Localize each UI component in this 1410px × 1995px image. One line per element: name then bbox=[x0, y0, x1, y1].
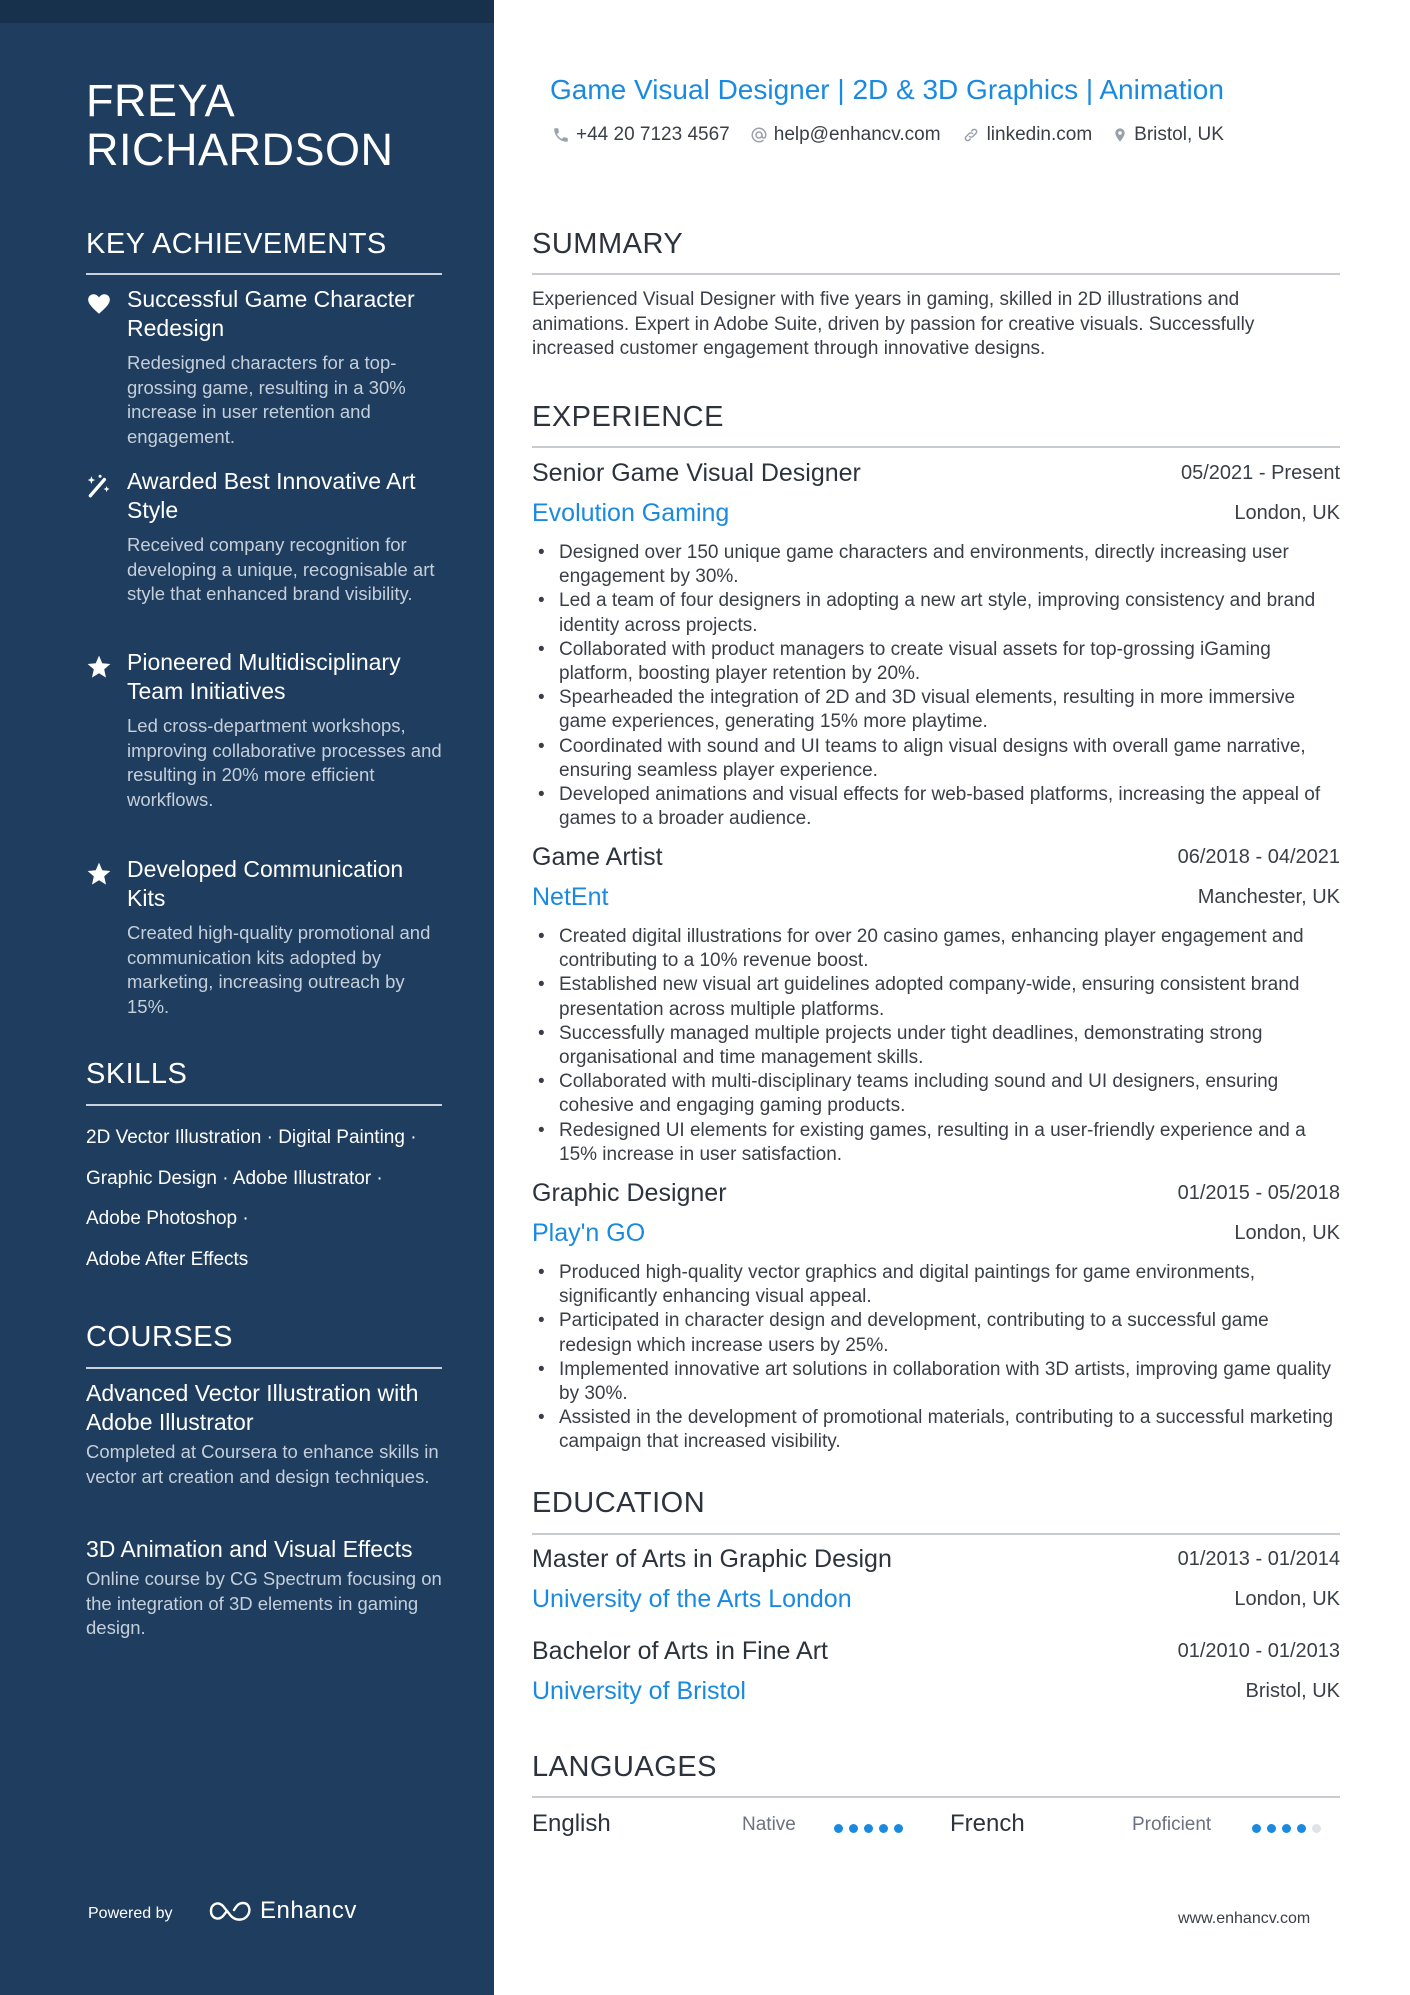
achievement-title: Developed Communication Kits bbox=[127, 856, 404, 911]
contact-email-text: help@enhancv.com bbox=[773, 124, 941, 145]
job-location: Manchester, UK bbox=[1197, 886, 1340, 908]
rating-dot bbox=[1297, 1824, 1306, 1833]
job-location: London, UK bbox=[1234, 1222, 1340, 1244]
course-description: Completed at Coursera to enhance skills in vector art creation and design techniques. bbox=[86, 1441, 439, 1487]
languages-divider bbox=[532, 1796, 1340, 1798]
contact-phone-text: +44 20 7123 4567 bbox=[576, 124, 730, 145]
job-bullet: • Established new visual art guidelines adopted company-wide, ensuring consistent brand presentation across multiple platforms. bbox=[532, 973, 1340, 1021]
skills-line: Adobe After Effects bbox=[86, 1248, 249, 1270]
job-bullets bbox=[532, 541, 1340, 831]
star-icon bbox=[86, 861, 112, 887]
job-bullet: • Led a team of four designers in adopting a new art style, improving consistency and brand identity across projects. bbox=[532, 589, 1340, 637]
job-bullet: • Assisted in the development of promotional materials, contributing to a successful marketing campaign that increased visibility. bbox=[532, 1406, 1340, 1454]
school-name: University of the Arts London bbox=[532, 1585, 852, 1613]
job-bullet: • Created digital illustrations for over 20 casino games, enhancing player engagement and contributing to a 10% revenue boost. bbox=[532, 925, 1340, 973]
contact-email[interactable] bbox=[750, 124, 941, 146]
job-bullet: • Successfully managed multiple projects under tight deadlines, demonstrating strong organisational and time management skills. bbox=[532, 1022, 1340, 1070]
rating-dot bbox=[834, 1824, 843, 1833]
enhancv-logo-icon bbox=[208, 1898, 254, 1924]
languages-row bbox=[532, 1810, 1340, 1844]
contact-location-text: Bristol, UK bbox=[1134, 124, 1224, 145]
contact-linkedin-text: linkedin.com bbox=[986, 124, 1093, 145]
location-pin-icon bbox=[1112, 125, 1128, 145]
achievement-title: Pioneered Multidisciplinary Team Initiatives bbox=[127, 649, 401, 704]
summary-text: Experienced Visual Designer with five years in gaming, skilled in 2D illustrations and animations. Expert in Adobe Suite, driven by passion for creative visuals. Successfully increased customer engagement through innovative designs. bbox=[532, 289, 1255, 359]
heart-icon bbox=[86, 291, 112, 317]
job-bullets bbox=[532, 925, 1340, 1167]
website-link[interactable]: www.enhancv.com bbox=[1178, 1910, 1311, 1927]
education-dates: 01/2010 - 01/2013 bbox=[1177, 1640, 1340, 1662]
education-location: London, UK bbox=[1234, 1588, 1340, 1610]
school-name: University of Bristol bbox=[532, 1677, 746, 1705]
job-entry bbox=[532, 459, 1340, 831]
language-level: Native bbox=[742, 1814, 796, 1835]
course-title: Advanced Vector Illustration with Adobe Illustrator bbox=[86, 1380, 419, 1435]
first-name: FREYA bbox=[86, 75, 236, 126]
course-description: Online course by CG Spectrum focusing on the integration of 3D elements in gaming design. bbox=[86, 1568, 442, 1638]
job-company: Play'n GO bbox=[532, 1219, 646, 1247]
degree-title: Bachelor of Arts in Fine Art bbox=[532, 1637, 828, 1665]
language-rating bbox=[1252, 1824, 1327, 1833]
skills-list bbox=[86, 1118, 446, 1280]
language-rating bbox=[834, 1824, 909, 1833]
rating-dot bbox=[849, 1824, 858, 1833]
skills-line: 2D Vector Illustration · Digital Painting · bbox=[86, 1127, 417, 1148]
language-name: English bbox=[532, 1810, 611, 1837]
sidebar bbox=[0, 0, 494, 1995]
job-company: Evolution Gaming bbox=[532, 499, 730, 527]
at-icon bbox=[750, 126, 768, 144]
achievement-title: Successful Game Character Redesign bbox=[127, 286, 415, 341]
job-bullet: • Redesigned UI elements for existing games, resulting in a user-friendly experience and a 15% increase in user satisfaction. bbox=[532, 1119, 1340, 1167]
education-heading: EDUCATION bbox=[532, 1487, 706, 1519]
summary-heading: SUMMARY bbox=[532, 228, 684, 260]
course-title: 3D Animation and Visual Effects bbox=[86, 1536, 413, 1562]
job-dates: 05/2021 - Present bbox=[1181, 462, 1340, 484]
experience-heading: EXPERIENCE bbox=[532, 401, 724, 433]
achievement-description: Redesigned characters for a top-grossing game, resulting in a 30% increase in user retention and engagement. bbox=[127, 352, 406, 447]
job-title: Graphic Designer bbox=[532, 1179, 727, 1207]
link-icon bbox=[961, 126, 981, 144]
enhancv-logo[interactable] bbox=[208, 1897, 357, 1925]
education-location: Bristol, UK bbox=[1245, 1680, 1340, 1702]
rating-dot bbox=[1252, 1824, 1261, 1833]
job-dates: 01/2015 - 05/2018 bbox=[1177, 1182, 1340, 1204]
job-bullet: • Designed over 150 unique game characters and environments, directly increasing user engagement by 30%. bbox=[532, 541, 1340, 589]
last-name: RICHARDSON bbox=[86, 124, 394, 175]
job-location: London, UK bbox=[1234, 502, 1340, 524]
job-dates: 06/2018 - 04/2021 bbox=[1177, 846, 1340, 868]
achievement-description: Created high-quality promotional and communication kits adopted by marketing, increasing outreach by 15%. bbox=[127, 922, 431, 1017]
job-bullet: • Spearheaded the integration of 2D and 3D visual elements, resulting in more immersive game experiences, generating 15% more playtime. bbox=[532, 686, 1340, 734]
job-bullet: • Implemented innovative art solutions in collaboration with 3D artists, improving game quality by 30%. bbox=[532, 1358, 1340, 1406]
job-bullet: • Coordinated with sound and UI teams to align visual designs with overall game narrative, ensuring seamless player experience. bbox=[532, 735, 1340, 783]
course-item bbox=[86, 1535, 446, 1641]
language-level: Proficient bbox=[1132, 1814, 1212, 1835]
powered-by-label: Powered by bbox=[88, 1905, 173, 1922]
education-entry bbox=[532, 1545, 1340, 1625]
skills-line: Graphic Design · Adobe Illustrator · bbox=[86, 1167, 383, 1189]
job-entry bbox=[532, 1179, 1340, 1455]
skills-line: Adobe Photoshop · bbox=[86, 1208, 249, 1229]
job-bullet: • Developed animations and visual effects for web-based platforms, increasing the appeal of games to a broader audience. bbox=[532, 783, 1340, 831]
education-divider bbox=[532, 1533, 1340, 1535]
rating-dot bbox=[864, 1824, 873, 1833]
education-dates: 01/2013 - 01/2014 bbox=[1177, 1548, 1340, 1570]
headline: Game Visual Designer | 2D & 3D Graphics | Animation bbox=[550, 74, 1224, 105]
achievements-divider bbox=[86, 273, 442, 275]
job-bullet: • Collaborated with multi-disciplinary teams including sound and UI designers, ensuring cohesive and engaging gaming products. bbox=[532, 1070, 1340, 1118]
job-title: Game Artist bbox=[532, 843, 663, 871]
contact-location bbox=[1112, 124, 1224, 146]
candidate-name bbox=[86, 76, 394, 174]
achievement-title: Awarded Best Innovative Art Style bbox=[127, 468, 416, 523]
rating-dot bbox=[894, 1824, 903, 1833]
job-bullet: • Produced high-quality vector graphics and digital paintings for game environments, significantly enhancing visual appeal. bbox=[532, 1261, 1340, 1309]
experience-divider bbox=[532, 446, 1340, 448]
achievement-description: Received company recognition for developing a unique, recognisable art style that enhanced brand visibility. bbox=[127, 534, 435, 604]
rating-dot bbox=[1312, 1824, 1321, 1833]
rating-dot bbox=[1267, 1824, 1276, 1833]
contact-bar bbox=[552, 124, 1244, 146]
job-bullet: • Collaborated with product managers to create visual assets for top-grossing iGaming platform, boosting player retention by 20%. bbox=[532, 638, 1340, 686]
contact-phone[interactable] bbox=[552, 124, 730, 146]
rating-dot bbox=[1282, 1824, 1291, 1833]
sidebar-top-bar bbox=[0, 0, 494, 23]
job-bullets bbox=[532, 1261, 1340, 1455]
brand-name: Enhancv bbox=[260, 1897, 357, 1924]
achievements-heading: KEY ACHIEVEMENTS bbox=[86, 228, 387, 260]
rating-dot bbox=[879, 1824, 888, 1833]
star-icon bbox=[86, 654, 112, 680]
phone-icon bbox=[552, 126, 570, 144]
contact-linkedin[interactable] bbox=[961, 124, 1093, 146]
courses-divider bbox=[86, 1367, 442, 1369]
job-company: NetEnt bbox=[532, 883, 609, 911]
job-title: Senior Game Visual Designer bbox=[532, 459, 861, 487]
language-name: French bbox=[950, 1810, 1025, 1837]
skills-heading: SKILLS bbox=[86, 1058, 188, 1090]
course-item bbox=[86, 1379, 446, 1489]
languages-heading: LANGUAGES bbox=[532, 1751, 717, 1783]
summary-divider bbox=[532, 273, 1340, 275]
job-entry bbox=[532, 843, 1340, 1167]
degree-title: Master of Arts in Graphic Design bbox=[532, 1545, 892, 1573]
skills-divider bbox=[86, 1104, 442, 1106]
achievement-description: Led cross-department workshops, improving collaborative processes and resulting in 20% more efficient workflows. bbox=[127, 715, 442, 810]
education-entry bbox=[532, 1637, 1340, 1717]
courses-heading: COURSES bbox=[86, 1321, 233, 1353]
magic-wand-icon bbox=[86, 473, 112, 499]
job-bullet: • Participated in character design and development, contributing to a successful game redesign which increase users by 25%. bbox=[532, 1309, 1340, 1357]
